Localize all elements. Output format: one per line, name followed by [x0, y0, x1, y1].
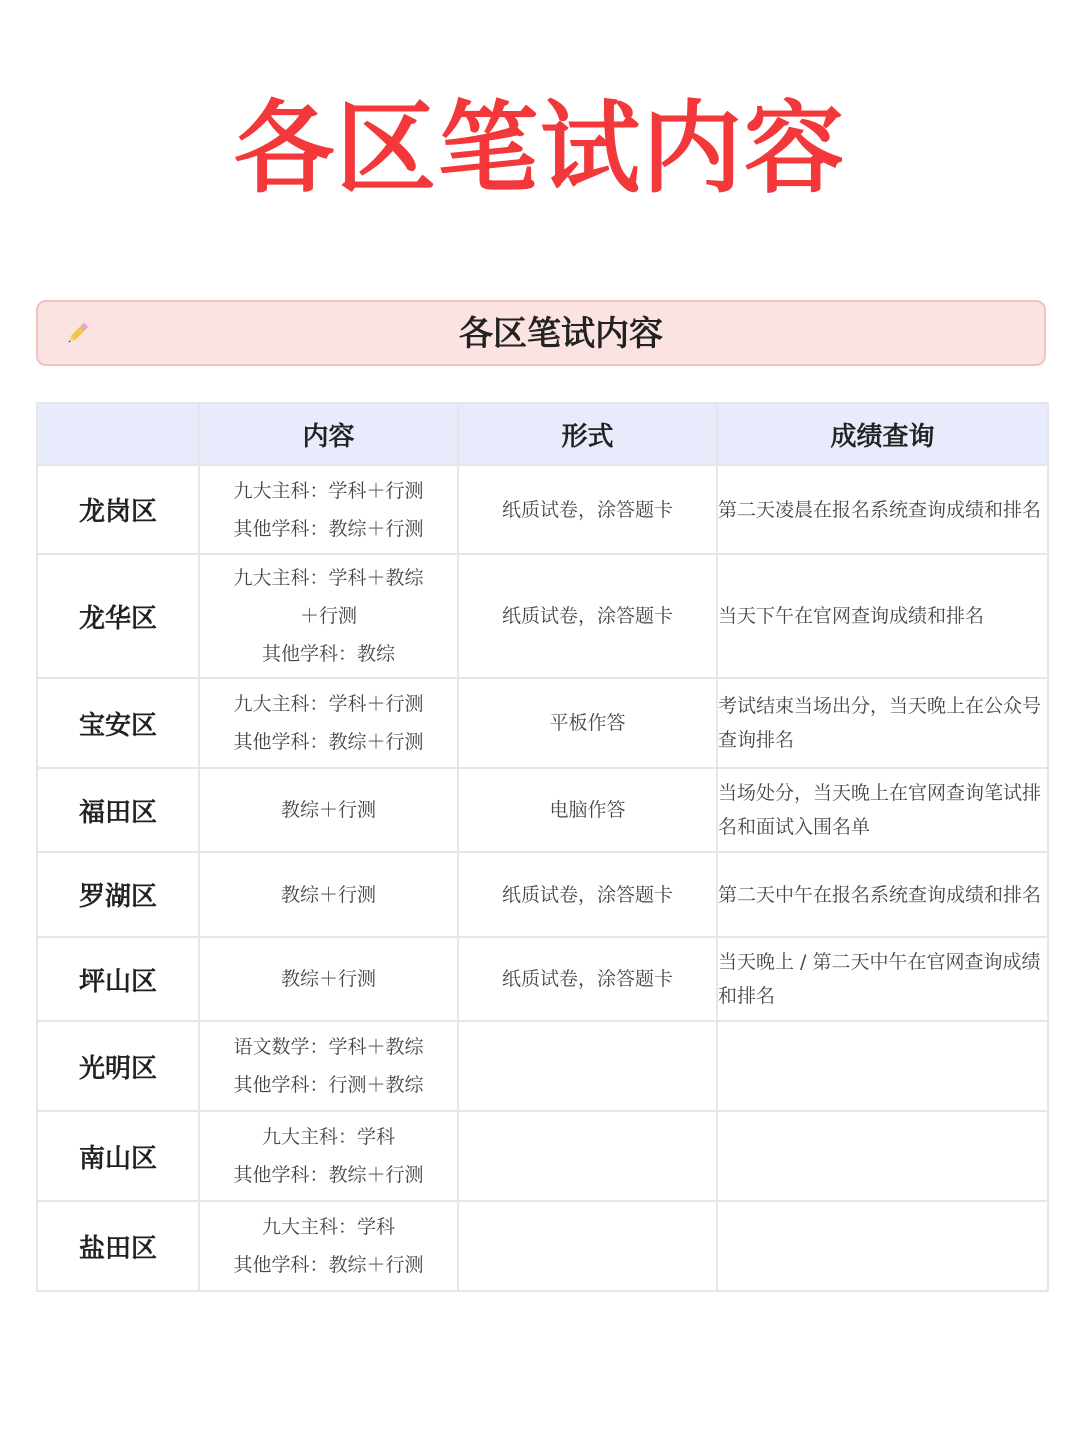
header-content: 内容	[199, 403, 458, 465]
content-cell	[199, 465, 458, 554]
table-row	[37, 1021, 1048, 1111]
content-line: 其他学科：教综＋行测	[233, 731, 424, 753]
format-cell	[458, 1111, 717, 1201]
content-cell	[199, 554, 458, 678]
content-cell	[199, 1021, 458, 1111]
table-row	[37, 937, 1048, 1021]
header-format: 形式	[458, 403, 717, 465]
query-cell	[717, 1111, 1048, 1201]
content-line: 其他学科：教综＋行测	[233, 1164, 424, 1186]
content-line: ＋行测	[299, 605, 357, 627]
table-row	[37, 678, 1048, 768]
content-cell	[199, 1111, 458, 1201]
header-blank	[37, 403, 199, 465]
district-cell: 福田区	[37, 768, 199, 852]
table-header-row	[37, 403, 1048, 465]
format-cell	[458, 1201, 717, 1291]
content-cell	[199, 852, 458, 937]
header-score-query: 成绩查询	[717, 403, 1048, 465]
content-line: 九大主科：学科	[261, 1216, 395, 1238]
district-cell: 宝安区	[37, 678, 199, 768]
content-line: 九大主科：学科	[261, 1126, 395, 1148]
format-cell: 纸质试卷，涂答题卡	[458, 465, 717, 554]
table-row	[37, 1201, 1048, 1291]
district-cell: 光明区	[37, 1021, 199, 1111]
district-cell: 盐田区	[37, 1201, 199, 1291]
content-line: 其他学科：教综	[261, 643, 395, 665]
content-line: 九大主科：学科＋教综	[233, 567, 424, 589]
table-row	[37, 852, 1048, 937]
table-row	[37, 465, 1048, 554]
district-cell: 龙华区	[37, 554, 199, 678]
query-cell: 考试结束当场出分，当天晚上在公众号查询排名	[717, 678, 1048, 768]
table-row	[37, 554, 1048, 678]
content-cell	[199, 1201, 458, 1291]
content-line: 其他学科：教综＋行测	[233, 1254, 424, 1276]
query-cell	[717, 1021, 1048, 1111]
format-cell: 电脑作答	[458, 768, 717, 852]
content-line: 九大主科：学科＋行测	[233, 479, 424, 502]
format-cell: 纸质试卷，涂答题卡	[458, 937, 717, 1021]
content-line: 教综＋行测	[280, 883, 376, 906]
district-cell: 南山区	[37, 1111, 199, 1201]
query-cell	[717, 1201, 1048, 1291]
query-cell: 第二天中午在报名系统查询成绩和排名	[717, 852, 1048, 937]
content-line: 教综＋行测	[280, 799, 376, 821]
table-row	[37, 768, 1048, 852]
district-cell: 罗湖区	[37, 852, 199, 937]
content-cell	[199, 937, 458, 1021]
content-cell	[199, 768, 458, 852]
content-line: 语文数学：学科＋教综	[233, 1036, 424, 1058]
district-cell: 龙岗区	[37, 465, 199, 554]
content-line: 教综＋行测	[280, 968, 376, 990]
query-cell: 第二天凌晨在报名系统查询成绩和排名	[717, 465, 1048, 554]
table-row	[37, 1111, 1048, 1201]
page-title: 各区笔试内容	[234, 89, 846, 207]
content-line: 九大主科：学科＋行测	[233, 693, 424, 715]
district-cell: 坪山区	[37, 937, 199, 1021]
format-cell: 平板作答	[458, 678, 717, 768]
content-line: 其他学科：教综＋行测	[233, 517, 424, 540]
banner-title: 各区笔试内容	[459, 314, 663, 354]
section-banner	[36, 300, 1046, 366]
query-cell: 当天下午在官网查询成绩和排名	[717, 554, 1048, 678]
exam-table	[36, 402, 1049, 1292]
query-cell: 当天晚上 / 第二天中午在官网查询成绩和排名	[717, 937, 1048, 1021]
content-cell	[199, 678, 458, 768]
query-cell: 当场处分，当天晚上在官网查询笔试排名和面试入围名单	[717, 768, 1048, 852]
format-cell: 纸质试卷，涂答题卡	[458, 852, 717, 937]
content-line: 其他学科：行测＋教综	[233, 1074, 424, 1096]
format-cell: 纸质试卷，涂答题卡	[458, 554, 717, 678]
format-cell	[458, 1021, 717, 1111]
